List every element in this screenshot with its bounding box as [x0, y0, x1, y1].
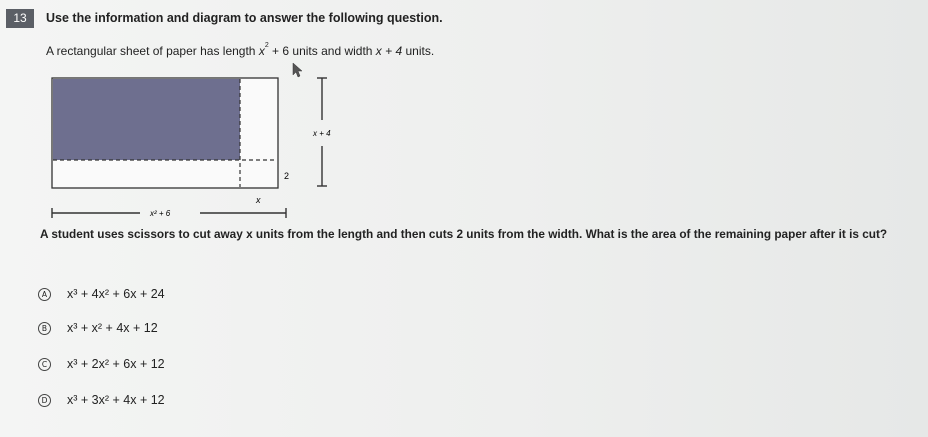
question-text: A student uses scissors to cut away x units from the length and then cuts 2 units from the width. What is the area of the remaining paper after it is cut?: [40, 227, 888, 241]
remaining-paper-region: [53, 79, 240, 160]
choice-a[interactable]: [38, 285, 165, 303]
choice-d[interactable]: [38, 391, 165, 409]
choice-b-radio[interactable]: B: [38, 322, 51, 335]
choice-c[interactable]: [38, 355, 165, 373]
choice-b[interactable]: [38, 319, 158, 337]
stem-suffix: units.: [402, 44, 435, 58]
stem-width-expr: x + 4: [375, 44, 403, 58]
stem-prefix: A rectangular sheet of paper has length: [46, 44, 259, 58]
choice-a-text: x³ + 4x² + 6x + 24: [67, 287, 165, 301]
instruction-text: Use the information and diagram to answer the following question.: [46, 11, 443, 25]
mouse-cursor-icon: [293, 63, 302, 77]
choice-b-text: x³ + x² + 4x + 12: [67, 321, 158, 335]
width-label: x + 4: [313, 129, 331, 138]
cut-length-label: x: [256, 195, 261, 205]
stem-length-rest: + 6: [268, 44, 290, 58]
choice-c-radio[interactable]: C: [38, 358, 51, 371]
choice-d-radio[interactable]: D: [38, 394, 51, 407]
choice-a-radio[interactable]: A: [38, 288, 51, 301]
length-label: x² + 6: [150, 209, 171, 218]
stem-length-exponent: 2: [264, 42, 269, 49]
choice-c-text: x³ + 2x² + 6x + 12: [67, 357, 165, 371]
stem-length-var: x: [258, 44, 265, 58]
question-number-badge: 13: [6, 9, 34, 28]
choice-d-text: x³ + 3x² + 4x + 12: [67, 393, 165, 407]
stem-mid: units and width: [289, 44, 376, 58]
cut-width-label: 2: [284, 171, 290, 181]
